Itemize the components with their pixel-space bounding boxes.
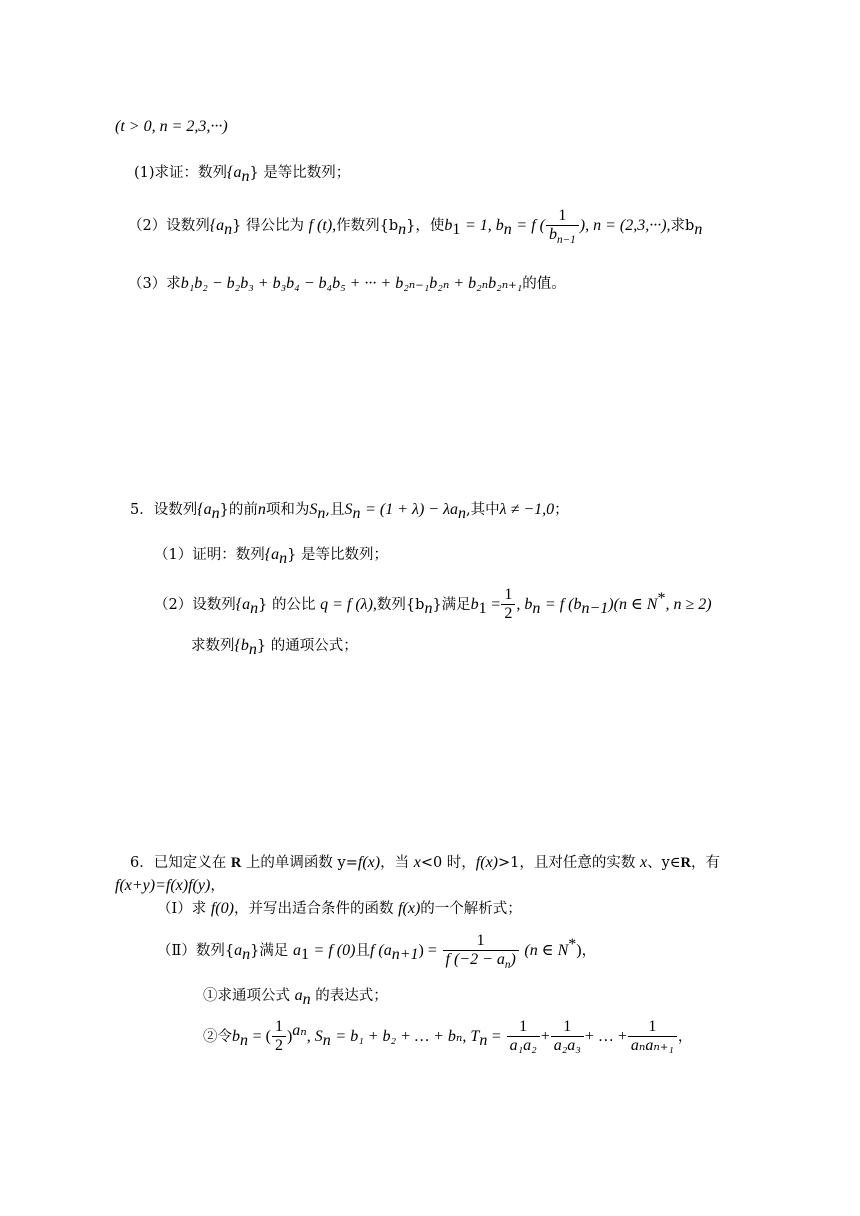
p6-subquestion-1: ①求通项公式 $a_n$ 的表达式；	[203, 987, 388, 1008]
p4-question-1: (1)求证：数列$\{a_n\}$ 是等比数列；	[134, 164, 351, 185]
p6-question-2: （Ⅱ）数列$\{a_n\}$满足 $a_1 = f$ (0)且f $(a_{n+1})$ = $\frac{1}{f (-2 - a_n)}$ (n ∈ N*)，	[157, 932, 597, 972]
p4-fraction: $\frac{1}{b_{n-1}}$	[546, 207, 579, 245]
p5-question-3: 求数列$\{b_n\}$ 的通项公式；	[191, 637, 358, 658]
p6-fraction-t1: $\frac{1}{\text{a₁a₂}}$	[507, 1018, 540, 1056]
p6-statement-line-1: 6．已知定义在 R 上的单调函数 y=f(x)，当 x<0 时，f(x)>1，且对任意的实数 x、y∈R，有	[130, 854, 721, 871]
p6-question-1: （Ⅰ）求 f(0)，并写出适合条件的函数 f(x)的一个解析式；	[157, 900, 522, 917]
p5-question-2: （2）设数列$\{a_n\}$ 的公比 q = f (λ),数列$\{b_n\}$满足$b_1$ = $\frac{1}{2}$ , $b_n = f$ $(b_{n-1})(n$ ∈ N*, n ≥ 2)	[154, 586, 712, 623]
p6-fraction-half: $\frac{1}{2}$	[272, 1018, 286, 1056]
p5-statement: 5．设数列$\{a_n\}$的前n项和为$S_n$,且$S_n = (1 + \lambda) - \lambda a_n$,其中λ ≠ −1,0；	[130, 501, 569, 522]
p6-statement-line-2: f(x+y)=f(x)f(y)，	[115, 877, 225, 894]
p5-fraction-half: $\frac{1}{2}$	[501, 586, 515, 624]
p4-condition: (t > 0, n = 2,3,···)	[115, 118, 228, 135]
p5-question-1: （1）证明：数列$\{a_n\}$ 是等比数列；	[154, 546, 388, 567]
p4-question-3: （3）求b₁b₂ − b₂b₃ + b₃b₄ − b₄b₅ + ··· + b₂ₙ₋₁b₂ₙ + b₂ₙb₂ₙ₊₁的值。	[128, 275, 566, 292]
p4-question-2: （2）设数列$\{a_n\}$ 得公比为 f (t),作数列$\{b_n\}$，使$b_1 = 1$, $b_n = f$ ( $\frac{1}{b_{n-1}}$ ), n = (2,3,···),求$b_n$	[128, 207, 703, 247]
p6-fraction-tn: $\frac{1}{\text{aₙaₙ₊₁}}$	[628, 1018, 677, 1056]
p6-fraction-t2: $\frac{1}{\text{a₂a₃}}$	[551, 1018, 584, 1056]
p6-subquestion-2: ②令$b_n$ = ( $\frac{1}{2}$ )$^{a_n}$, $S_n = b_1 + b_2$ + … + bₙ, $T_n$ = $\frac{1}{\text{a₁a₂}}$ + $\frac{1}{\text{a₂a₃}}$ + … + $\frac{1}{\text{aₙaₙ₊₁}}$ ，	[203, 1018, 693, 1055]
p6-fraction: $\frac{1}{f (-2 - a_n)}$	[443, 932, 519, 970]
